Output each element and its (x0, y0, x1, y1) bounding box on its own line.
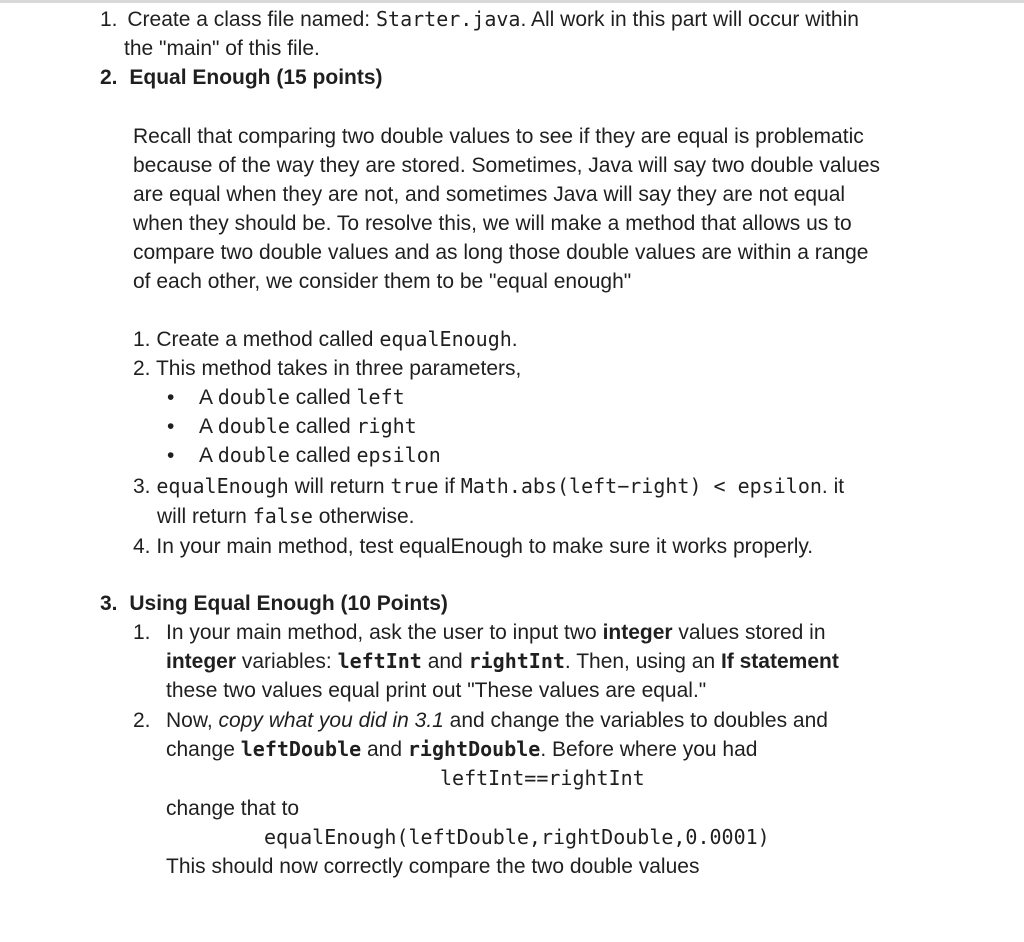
bold-text: integer (166, 650, 237, 673)
list-item-end: . (511, 328, 518, 351)
section-2-number: 2. (100, 66, 118, 89)
bullet-icon: • (167, 415, 175, 438)
list-item-number: 4. (133, 535, 151, 558)
text: values stored in (672, 621, 826, 644)
section-3-item-2-number: 2. (133, 709, 151, 732)
method-name-code: equalEnough (379, 327, 512, 351)
list-item-text: will return (288, 475, 391, 498)
list-item-text: In your main method, test equalEnough to make sure it works properly. (156, 535, 814, 558)
list-item-text: This method takes in three parameters, (155, 357, 522, 380)
list-item-2 (133, 354, 521, 383)
section-3-item-1-line-1 (166, 618, 826, 647)
type-code: double (217, 385, 290, 409)
variable-code: leftDouble (240, 737, 362, 761)
bullet-mid: called (289, 415, 357, 438)
paragraph-line: are equal when they are not, and sometimes Java will say they are not equal (133, 183, 846, 206)
text: . Then, using an (564, 650, 721, 673)
section-3-item-2-line-2 (166, 735, 757, 764)
section-3-heading (100, 589, 448, 618)
bullet-icon: • (167, 386, 175, 409)
bullet-item (167, 412, 417, 441)
true-code: true (390, 474, 439, 498)
bullet-item (167, 441, 441, 470)
list-item-4 (133, 532, 813, 561)
bullet-text: A (199, 444, 218, 467)
bold-text: If statement (720, 650, 839, 673)
text: In your main method, ask the user to input two (166, 621, 603, 644)
type-code: double (217, 443, 290, 467)
list-item-3 (133, 472, 844, 501)
param-name-code: left (356, 385, 405, 409)
text: and (361, 738, 408, 761)
paragraph-line: compare two double values and as long those double values are within a range (133, 241, 869, 264)
code-line (264, 823, 770, 852)
list-item-text: . it (821, 475, 845, 498)
bullet-mid: called (289, 386, 357, 409)
expression-code: Math.abs(left−right) < epsilon (460, 474, 822, 498)
variable-code: leftInt (337, 649, 422, 673)
type-code: double (217, 414, 290, 438)
step-1-text-a: Create a class file named: (127, 8, 376, 31)
text: and (421, 650, 469, 673)
section-3-item-1-line-3: these two values equal print out "These values are equal." (166, 679, 707, 702)
section-3-title: Using Equal Enough (10 Points) (129, 592, 448, 615)
param-name-code: right (356, 414, 417, 438)
section-3-item-1-line-2 (166, 647, 839, 676)
step-1-text-b: . All work in this part will occur within (520, 8, 859, 31)
top-border (0, 0, 1024, 3)
section-2-title: Equal Enough (15 points) (129, 66, 383, 89)
false-code: false (252, 504, 313, 528)
text: Now, (166, 709, 219, 732)
paragraph-line: because of the way they are stored. Sometimes, Java will say two double values (133, 154, 881, 177)
step-1-line-1 (100, 5, 859, 34)
variable-code: rightDouble (407, 737, 541, 761)
code-line (440, 764, 645, 793)
list-item-number: 3. (133, 475, 151, 498)
list-item-number: 2. (133, 357, 151, 380)
paragraph-line: Recall that comparing two double values to see if they are equal is problematic (133, 125, 864, 148)
step-1-number: 1. (100, 8, 118, 31)
bullet-text: A (199, 386, 218, 409)
bullet-mid: called (289, 444, 357, 467)
section-3-item-2-line-6: This should now correctly compare the two double values (166, 855, 700, 878)
bullet-item (167, 383, 405, 412)
section-3-number: 3. (100, 592, 118, 615)
paragraph-line: when they should be. To resolve this, we will make a method that allows us to (133, 212, 852, 235)
section-3-item-2-line-4: change that to (166, 797, 300, 820)
param-name-code: epsilon (356, 443, 441, 467)
method-call-code: equalEnough(leftDouble,rightDouble,0.0001) (264, 825, 770, 849)
section-3-item-1-number: 1. (133, 621, 151, 644)
italic-text: copy what you did in 3.1 (218, 709, 444, 732)
variable-code: rightInt (468, 649, 565, 673)
section-3-item-2-line-1 (166, 706, 828, 735)
step-1-line-2: the "main" of this file. (124, 37, 320, 60)
text: . Before where you had (540, 738, 758, 761)
bullet-icon: • (167, 444, 175, 467)
text: and change the variables to doubles and (443, 709, 828, 732)
list-item-1 (133, 325, 518, 354)
text: change (166, 738, 241, 761)
list-item-text: otherwise. (312, 505, 415, 528)
list-item-text: Create a method called (156, 328, 380, 351)
paragraph-line: of each other, we consider them to be "equal enough" (133, 270, 632, 293)
list-item-text: if (438, 475, 461, 498)
step-1-code-file: Starter.java (375, 7, 521, 31)
section-2-heading (100, 63, 383, 92)
list-item-3-line-2 (157, 502, 414, 531)
bullet-text: A (199, 415, 218, 438)
list-item-text: will return (157, 505, 253, 528)
bold-text: integer (602, 621, 673, 644)
text: variables: (236, 650, 338, 673)
list-item-number: 1. (133, 328, 151, 351)
method-name-code: equalEnough (156, 474, 289, 498)
comparison-code: leftInt==rightInt (440, 766, 645, 790)
